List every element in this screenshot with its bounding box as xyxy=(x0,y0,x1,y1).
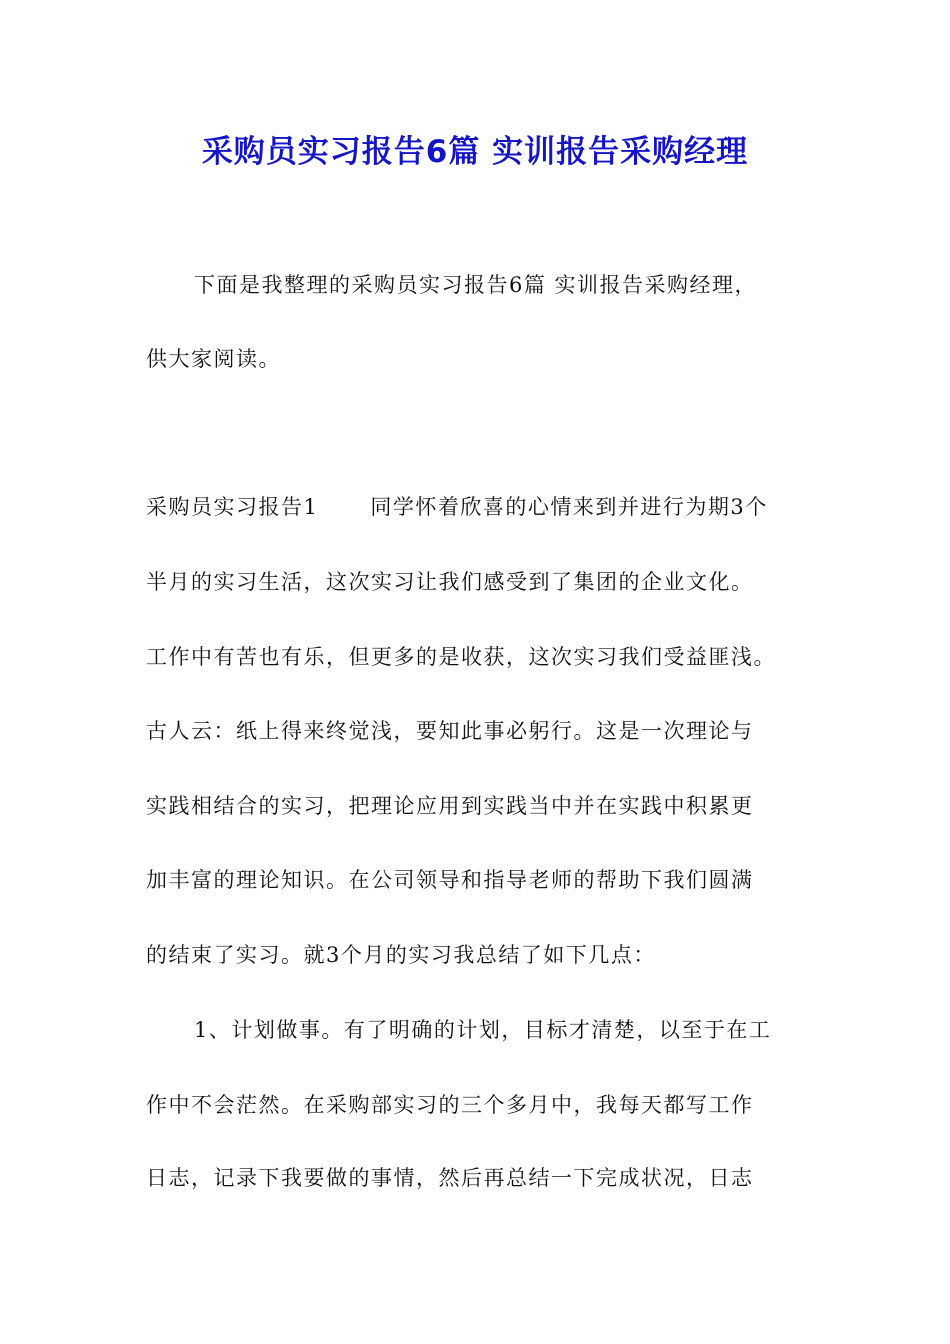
body-line-4: 古人云：纸上得来终觉浅，要知此事必躬行。这是一次理论与 xyxy=(146,719,754,743)
body-line-9: 作中不会茫然。在采购部实习的三个多月中，我每天都写工作 xyxy=(146,1093,754,1117)
body-line-3: 工作中有苦也有乐，但更多的是收获，这次实习我们受益匪浅。 xyxy=(146,645,776,669)
body-line-6: 加丰富的理论知识。在公司领导和指导老师的帮助下我们圆满 xyxy=(146,868,754,892)
body-line-5: 实践相结合的实习，把理论应用到实践当中并在实践中积累更 xyxy=(146,794,754,818)
intro-line-1: 下面是我整理的采购员实习报告6篇 实训报告采购经理， xyxy=(194,273,758,297)
body-line-10: 日志，记录下我要做的事情，然后再总结一下完成状况，日志 xyxy=(146,1166,754,1190)
body-line-1: 同学怀着欣喜的心情来到并进行为期3个 xyxy=(370,495,768,519)
body-line-2: 半月的实习生活，这次实习让我们感受到了集团的企业文化。 xyxy=(146,570,754,594)
body-line-7: 的结束了实习。就3个月的实习我总结了如下几点： xyxy=(146,943,656,967)
section-heading: 采购员实习报告1 xyxy=(146,495,319,519)
body-line-8: 1、计划做事。有了明确的计划，目标才清楚，以至于在工 xyxy=(194,1018,772,1042)
section-first-line xyxy=(146,492,768,522)
intro-line-2: 供大家阅读。 xyxy=(146,347,281,371)
document-title: 采购员实习报告6篇 实训报告采购经理 xyxy=(201,134,749,170)
